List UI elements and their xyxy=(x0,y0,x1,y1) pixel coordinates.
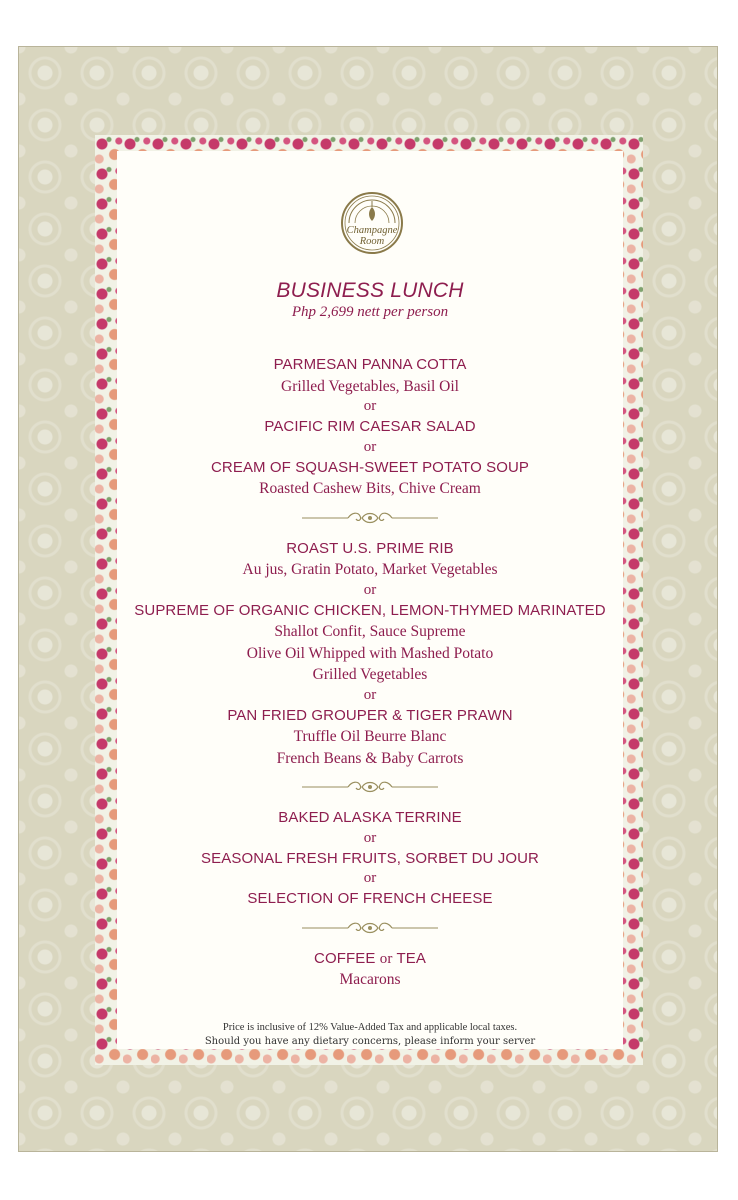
menu-price: Php 2,699 nett per person xyxy=(291,304,449,320)
menu-content xyxy=(117,279,623,991)
menu-panel xyxy=(117,151,623,1049)
starter-3-name: CREAM OF SQUASH-SWEET POTATO SOUP xyxy=(210,458,530,476)
floral-border xyxy=(95,135,643,1065)
scroll-ornament-icon xyxy=(300,779,440,795)
scroll-ornament-icon xyxy=(300,510,440,526)
menu-title: BUSINESS LUNCH xyxy=(276,279,464,302)
drink-desc: Macarons xyxy=(339,971,401,988)
main-3-desc-1: Truffle Oil Beurre Blanc xyxy=(293,728,447,745)
main-1-desc: Au jus, Gratin Potato, Market Vegetables xyxy=(242,561,498,578)
dessert-3-name: SELECTION OF FRENCH CHEESE xyxy=(247,890,493,907)
champagne-room-crest-icon xyxy=(341,181,403,265)
starter-3-desc: Roasted Cashew Bits, Chive Cream xyxy=(259,480,481,497)
or-separator: or xyxy=(363,581,377,598)
dessert-2-name: SEASONAL FRESH FRUITS, SORBET DU JOUR xyxy=(201,849,539,867)
dessert-1-name: BAKED ALASKA TERRINE xyxy=(278,809,462,826)
tax-note-line-1: Price is inclusive of 12% Value-Added Tax and applicable local taxes. xyxy=(222,1022,518,1033)
starters-section xyxy=(117,354,623,500)
main-3-desc-2: French Beans & Baby Carrots xyxy=(276,749,464,767)
tax-note xyxy=(117,1021,623,1048)
main-2-name: SUPREME OF ORGANIC CHICKEN, LEMON-THYMED MARINATED xyxy=(134,601,606,619)
menu-page xyxy=(18,46,718,1152)
mains-section xyxy=(117,538,623,770)
starter-2-name: PACIFIC RIM CAESAR SALAD xyxy=(264,418,476,435)
logo-line1: Champagne xyxy=(346,225,398,236)
or-separator: or xyxy=(363,686,377,703)
drink-coffee: COFFEE xyxy=(314,949,380,967)
main-3-name: PAN FRIED GROUPER & TIGER PRAWN xyxy=(227,706,513,724)
drink-tea: TEA xyxy=(392,949,426,967)
desserts-section xyxy=(117,807,623,910)
drinks-section xyxy=(117,948,623,991)
drink-name xyxy=(117,948,623,970)
or-separator: or xyxy=(363,829,377,846)
logo-line2: Room xyxy=(359,236,385,247)
main-2-desc-2: Olive Oil Whipped with Mashed Potato xyxy=(246,644,494,662)
starter-1-name: PARMESAN PANNA COTTA xyxy=(273,356,467,373)
or-separator: or xyxy=(363,438,377,455)
or-separator: or xyxy=(363,398,377,414)
drink-or: or xyxy=(379,950,393,967)
main-2-desc-1: Shallot Confit, Sauce Supreme xyxy=(274,623,466,640)
tax-note-line-2: Should you have any dietary concerns, please inform your server xyxy=(204,1035,536,1047)
starter-1-desc: Grilled Vegetables, Basil Oil xyxy=(281,377,459,395)
or-separator: or xyxy=(363,870,377,886)
main-2-desc-3: Grilled Vegetables xyxy=(312,666,428,683)
scroll-ornament-icon xyxy=(300,920,440,936)
main-1-name: ROAST U.S. PRIME RIB xyxy=(286,539,454,557)
